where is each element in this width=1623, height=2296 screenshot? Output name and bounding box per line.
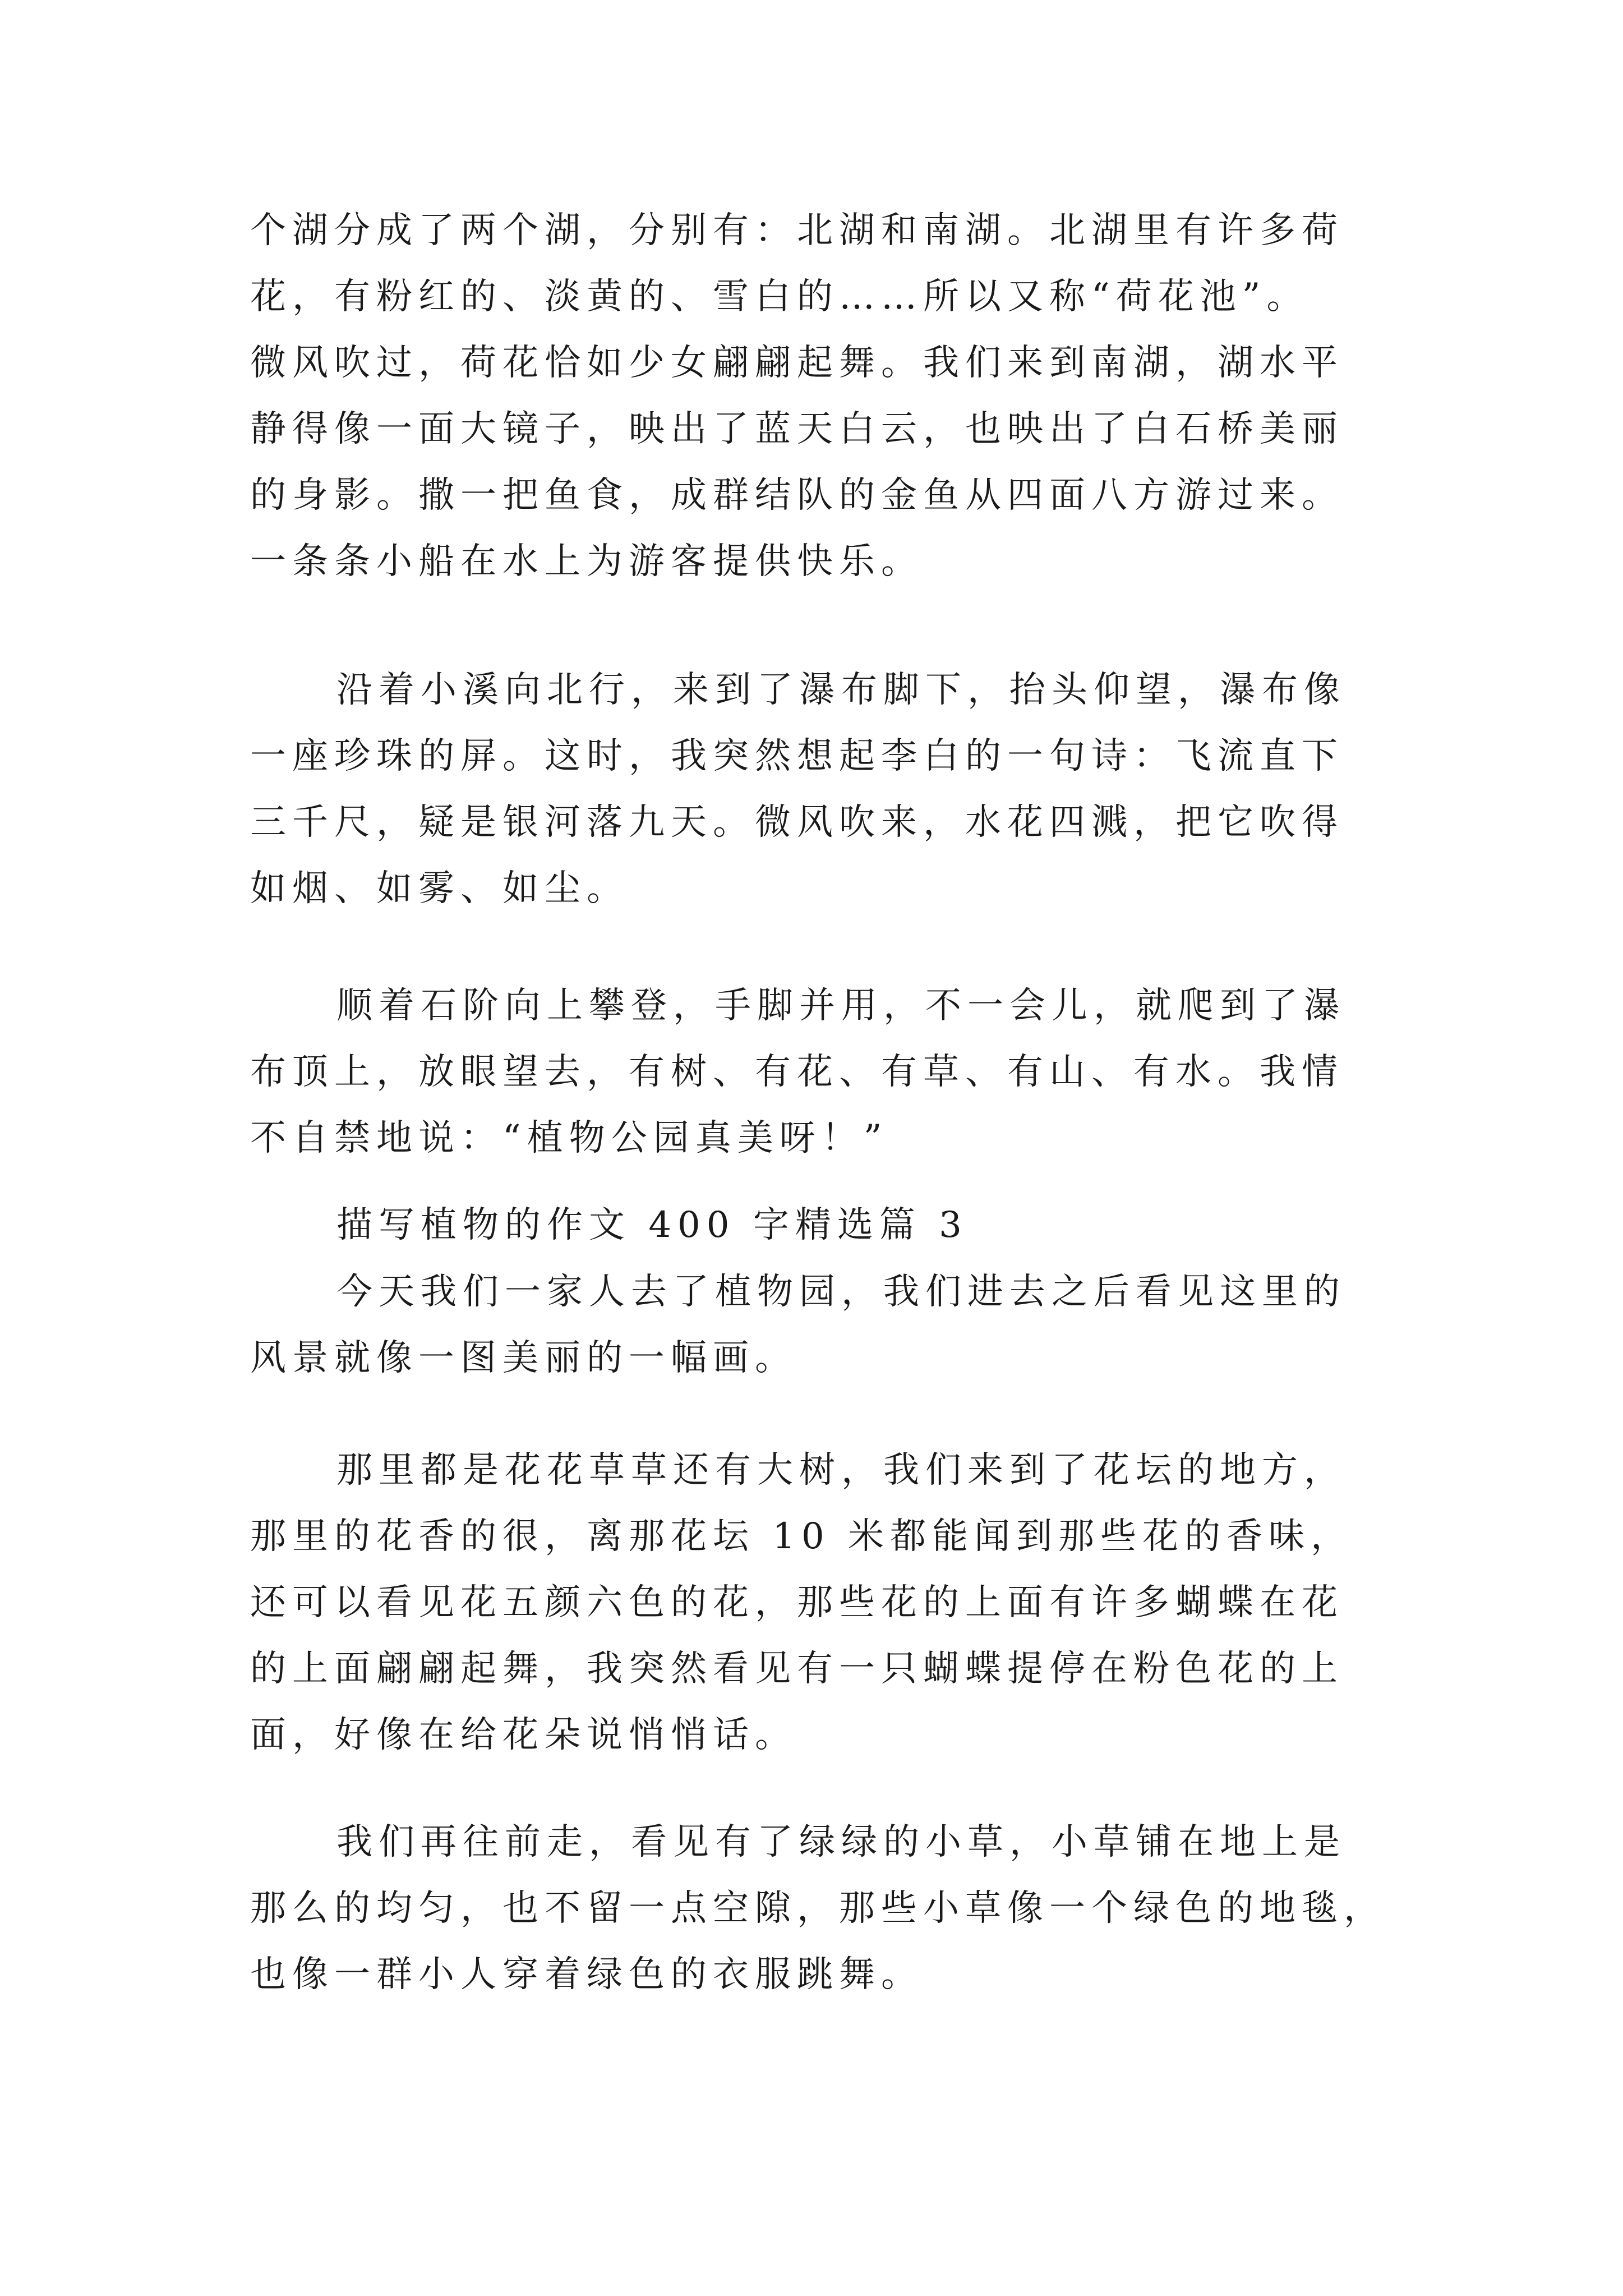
paragraph-start-line: 今天我们一家人去了植物园，我们进去之后看见这里的 xyxy=(336,1271,1346,1313)
paragraph-start-line: 那里都是花花草草还有大树，我们来到了花坛的地方， xyxy=(336,1450,1346,1491)
section-heading: 描写植物的作文 400 字精选篇 3 xyxy=(336,1204,968,1246)
text-line: 花，有粉红的、淡黄的、雪白的……所以又称“荷花池”。 xyxy=(250,276,1309,318)
paragraph-start-line: 沿着小溪向北行，来到了瀑布脚下，抬头仰望，瀑布像 xyxy=(336,669,1346,711)
text-line: 不自禁地说：“植物公园真美呀！” xyxy=(250,1117,888,1159)
text-line: 那里的花香的很，离那花坛 10 米都能闻到那些花的香味， xyxy=(250,1516,1353,1557)
paragraph-start-line: 顺着石阶向上攀登，手脚并用，不一会儿，就爬到了瀑 xyxy=(336,985,1346,1027)
text-line: 个湖分成了两个湖，分别有：北湖和南湖。北湖里有许多荷 xyxy=(250,210,1344,251)
text-line: 三千尺，疑是银河落九天。微风吹来，水花四溅，把它吹得 xyxy=(250,802,1344,843)
text-line: 布顶上，放眼望去，有树、有花、有草、有山、有水。我情 xyxy=(250,1051,1344,1093)
text-line: 风景就像一图美丽的一幅画。 xyxy=(250,1337,797,1379)
text-line: 一座珍珠的屏。这时，我突然想起李白的一句诗：飞流直下 xyxy=(250,735,1344,777)
text-line: 也像一群小人穿着绿色的衣服跳舞。 xyxy=(250,1954,923,1995)
text-line: 一条条小船在水上为游客提供快乐。 xyxy=(250,541,923,582)
text-line: 如烟、如雾、如尘。 xyxy=(250,868,629,909)
text-line: 的身影。撒一把鱼食，成群结队的金鱼从四面八方游过来。 xyxy=(250,475,1344,516)
paragraph-start-line: 我们再往前走，看见有了绿绿的小草，小草铺在地上是 xyxy=(336,1821,1346,1863)
text-line: 面，好像在给花朵说悄悄话。 xyxy=(250,1714,797,1756)
text-line: 那么的均匀，也不留一点空隙，那些小草像一个绿色的地毯， xyxy=(250,1888,1386,1929)
text-line: 微风吹过，荷花恰如少女翩翩起舞。我们来到南湖，湖水平 xyxy=(250,342,1344,384)
text-line: 静得像一面大镜子，映出了蓝天白云，也映出了白石桥美丽 xyxy=(250,408,1344,450)
text-line: 还可以看见花五颜六色的花，那些花的上面有许多蝴蝶在花 xyxy=(250,1582,1344,1623)
text-line: 的上面翩翩起舞，我突然看见有一只蝴蝶提停在粉色花的上 xyxy=(250,1648,1344,1690)
